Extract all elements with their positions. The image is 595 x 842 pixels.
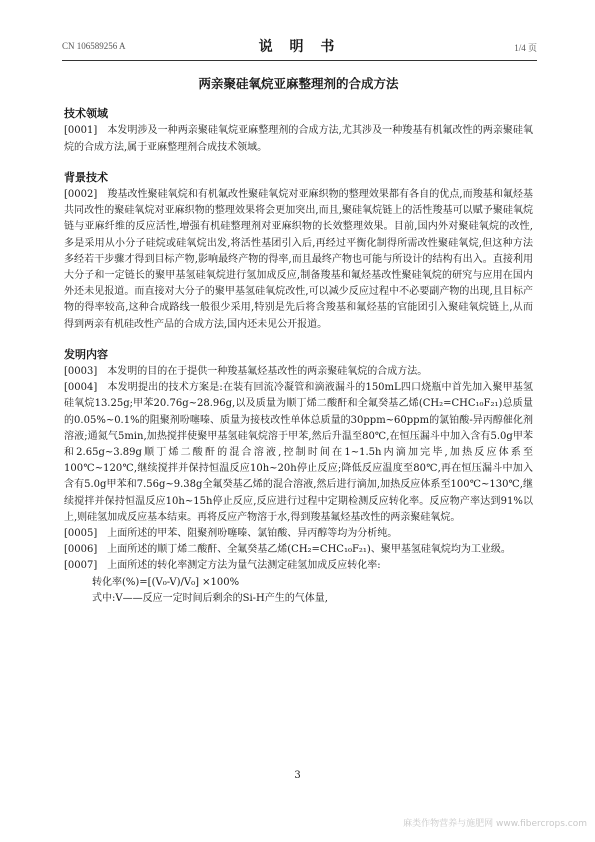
paragraph-text: 本发明的目的在于提供一种羧基氟烃基改性的两亲聚硅氧烷的合成方法。 bbox=[107, 366, 428, 378]
paragraph-number: [0002] bbox=[64, 189, 98, 201]
patent-number: CN 106589256 A bbox=[62, 41, 126, 51]
header-divider bbox=[62, 60, 537, 61]
conversion-formula: 转化率(%)=[(V₀-V)/V₀] ×100% bbox=[92, 576, 240, 588]
paragraph-text: 羧基改性聚硅氧烷和有机氟改性聚硅氧烷对亚麻织物的整理效果都有各自的优点,而羧基和氟烃基共同改性的聚硅氧烷对亚麻织物的整理效果将会更加突出,而且,聚硅氧烷链上的活性羧基可以赋予聚硅氧烷链与亚麻纤维的反应活性,增强有机硅整理剂对亚麻织物的长效整理效果。目前,国内外对聚硅氧烷的改性,多是采用从小分子硅烷或硅氧烷出发,将活性基团引入后,再经过平衡化制得所需改性聚硅氧烷,但这种方法多经若干步骤才得到目标产物,影响最终产物的得率,而且最终产物也可能与所设计的结构有出入。直接利用大分子和一定链长的聚甲基氢硅氧烷进行氢加成反应,制备羧基和氟烃基改性聚硅氧烷的研究与应用在国内外还未见报道。而直接对大分子的聚甲基氢硅氧烷改性,可以减少反应过程中不必要副产物的出现,且目标产物的得率较高,这种合成路线一般很少采用,特别是先后将含羧基和氟烃基的官能团引入聚硅氧烷链上,从而得到两亲有机硅改性产品的合成方法,国内还未见公开报道。 bbox=[64, 189, 533, 330]
paragraph-number: [0003] bbox=[64, 366, 98, 378]
paragraph-text: 上面所述的甲苯、阻聚剂吩噻嗪、氯铂酸、异丙醇等均为分析纯。 bbox=[107, 528, 398, 540]
paragraph-number: [0006] bbox=[64, 544, 98, 556]
section-heading-summary: 发明内容 bbox=[64, 347, 108, 361]
paragraph-0007 bbox=[64, 558, 533, 574]
paragraph-0002 bbox=[64, 187, 533, 333]
paragraph-text: 本发明提出的技术方案是:在装有回流冷凝管和滴液漏斗的150mL四口烧瓶中首先加入聚甲基氢硅氧烷13.25g;甲苯20.76g~28.96g,以及质量为顺丁烯二酸酐和全氟癸基乙烯(CH₂=CHC₁₀F₂₁)总质量的0.05%~0.1%的阻聚剂吩噻嗪、质量为接枝改性单体总质量的30ppm~60ppm的氯铂酸-异丙醇催化剂溶液;通氮气5min,加热搅拌使聚甲基氢硅氧烷溶于甲苯,然后升温至80℃,在恒压漏斗中加入含有5.0g甲苯和2.65g~3.89g顺丁烯二酸酐的混合溶液,控制时间在1~1.5h内滴加完毕,加热反应体系至100℃~120℃,继续搅拌并保持恒温反应10h~20h停止反应;降低反应温度至80℃,再在恒压漏斗中加入含有5.0g甲苯和7.56g~9.38g全氟癸基乙烯的混合溶液,然后进行滴加,加热反应体系至100℃~130℃,继续搅拌并保持恒温反应10h~15h停止反应,反应进行过程中定期检测反应转化率。反应物产率达到91%以上,则硅氢加成反应基本结束。再将反应产物溶于水,得到羧基氟烃基改性的两亲聚硅氧烷。 bbox=[64, 382, 533, 523]
page-number: 3 bbox=[294, 770, 301, 781]
section-heading-background: 背景技术 bbox=[64, 170, 108, 184]
paragraph-number: [0004] bbox=[64, 382, 98, 394]
paragraph-number: [0001] bbox=[64, 125, 98, 137]
watermark-text: 麻类作物营养与施肥网 www.fibercrops.com bbox=[403, 819, 587, 829]
paragraph-0004 bbox=[64, 380, 533, 526]
formula-note: 式中:V——反应一定时间后剩余的Si-H产生的气体量, bbox=[92, 592, 328, 604]
page-indicator: 1/4 页 bbox=[514, 43, 537, 53]
page-header bbox=[62, 36, 537, 56]
paragraph-0006 bbox=[64, 542, 533, 558]
paragraph-text: 上面所述的转化率测定方法为量气法测定硅氢加成反应转化率: bbox=[107, 560, 381, 572]
document-title: 两亲聚硅氧烷亚麻整理剂的合成方法 bbox=[198, 76, 399, 91]
paragraph-0005 bbox=[64, 526, 533, 542]
paragraph-text: 本发明涉及一种两亲聚硅氧烷亚麻整理剂的合成方法,尤其涉及一种羧基有机氟改性的两亲聚硅氧烷的合成方法,属于亚麻整理剂合成技术领域。 bbox=[64, 125, 533, 153]
paragraph-text: 上面所述的顺丁烯二酸酐、全氟癸基乙烯(CH₂=CHC₁₀F₂₁)、聚甲基氢硅氧烷均为工业级。 bbox=[107, 544, 511, 556]
paragraph-0001 bbox=[64, 123, 533, 155]
paragraph-number: [0005] bbox=[64, 528, 98, 540]
section-heading-technical-field: 技术领域 bbox=[64, 107, 108, 121]
document-type: 说 明 书 bbox=[258, 39, 341, 55]
paragraph-0003 bbox=[64, 364, 533, 380]
document-body bbox=[64, 76, 533, 607]
paragraph-number: [0007] bbox=[64, 560, 98, 572]
